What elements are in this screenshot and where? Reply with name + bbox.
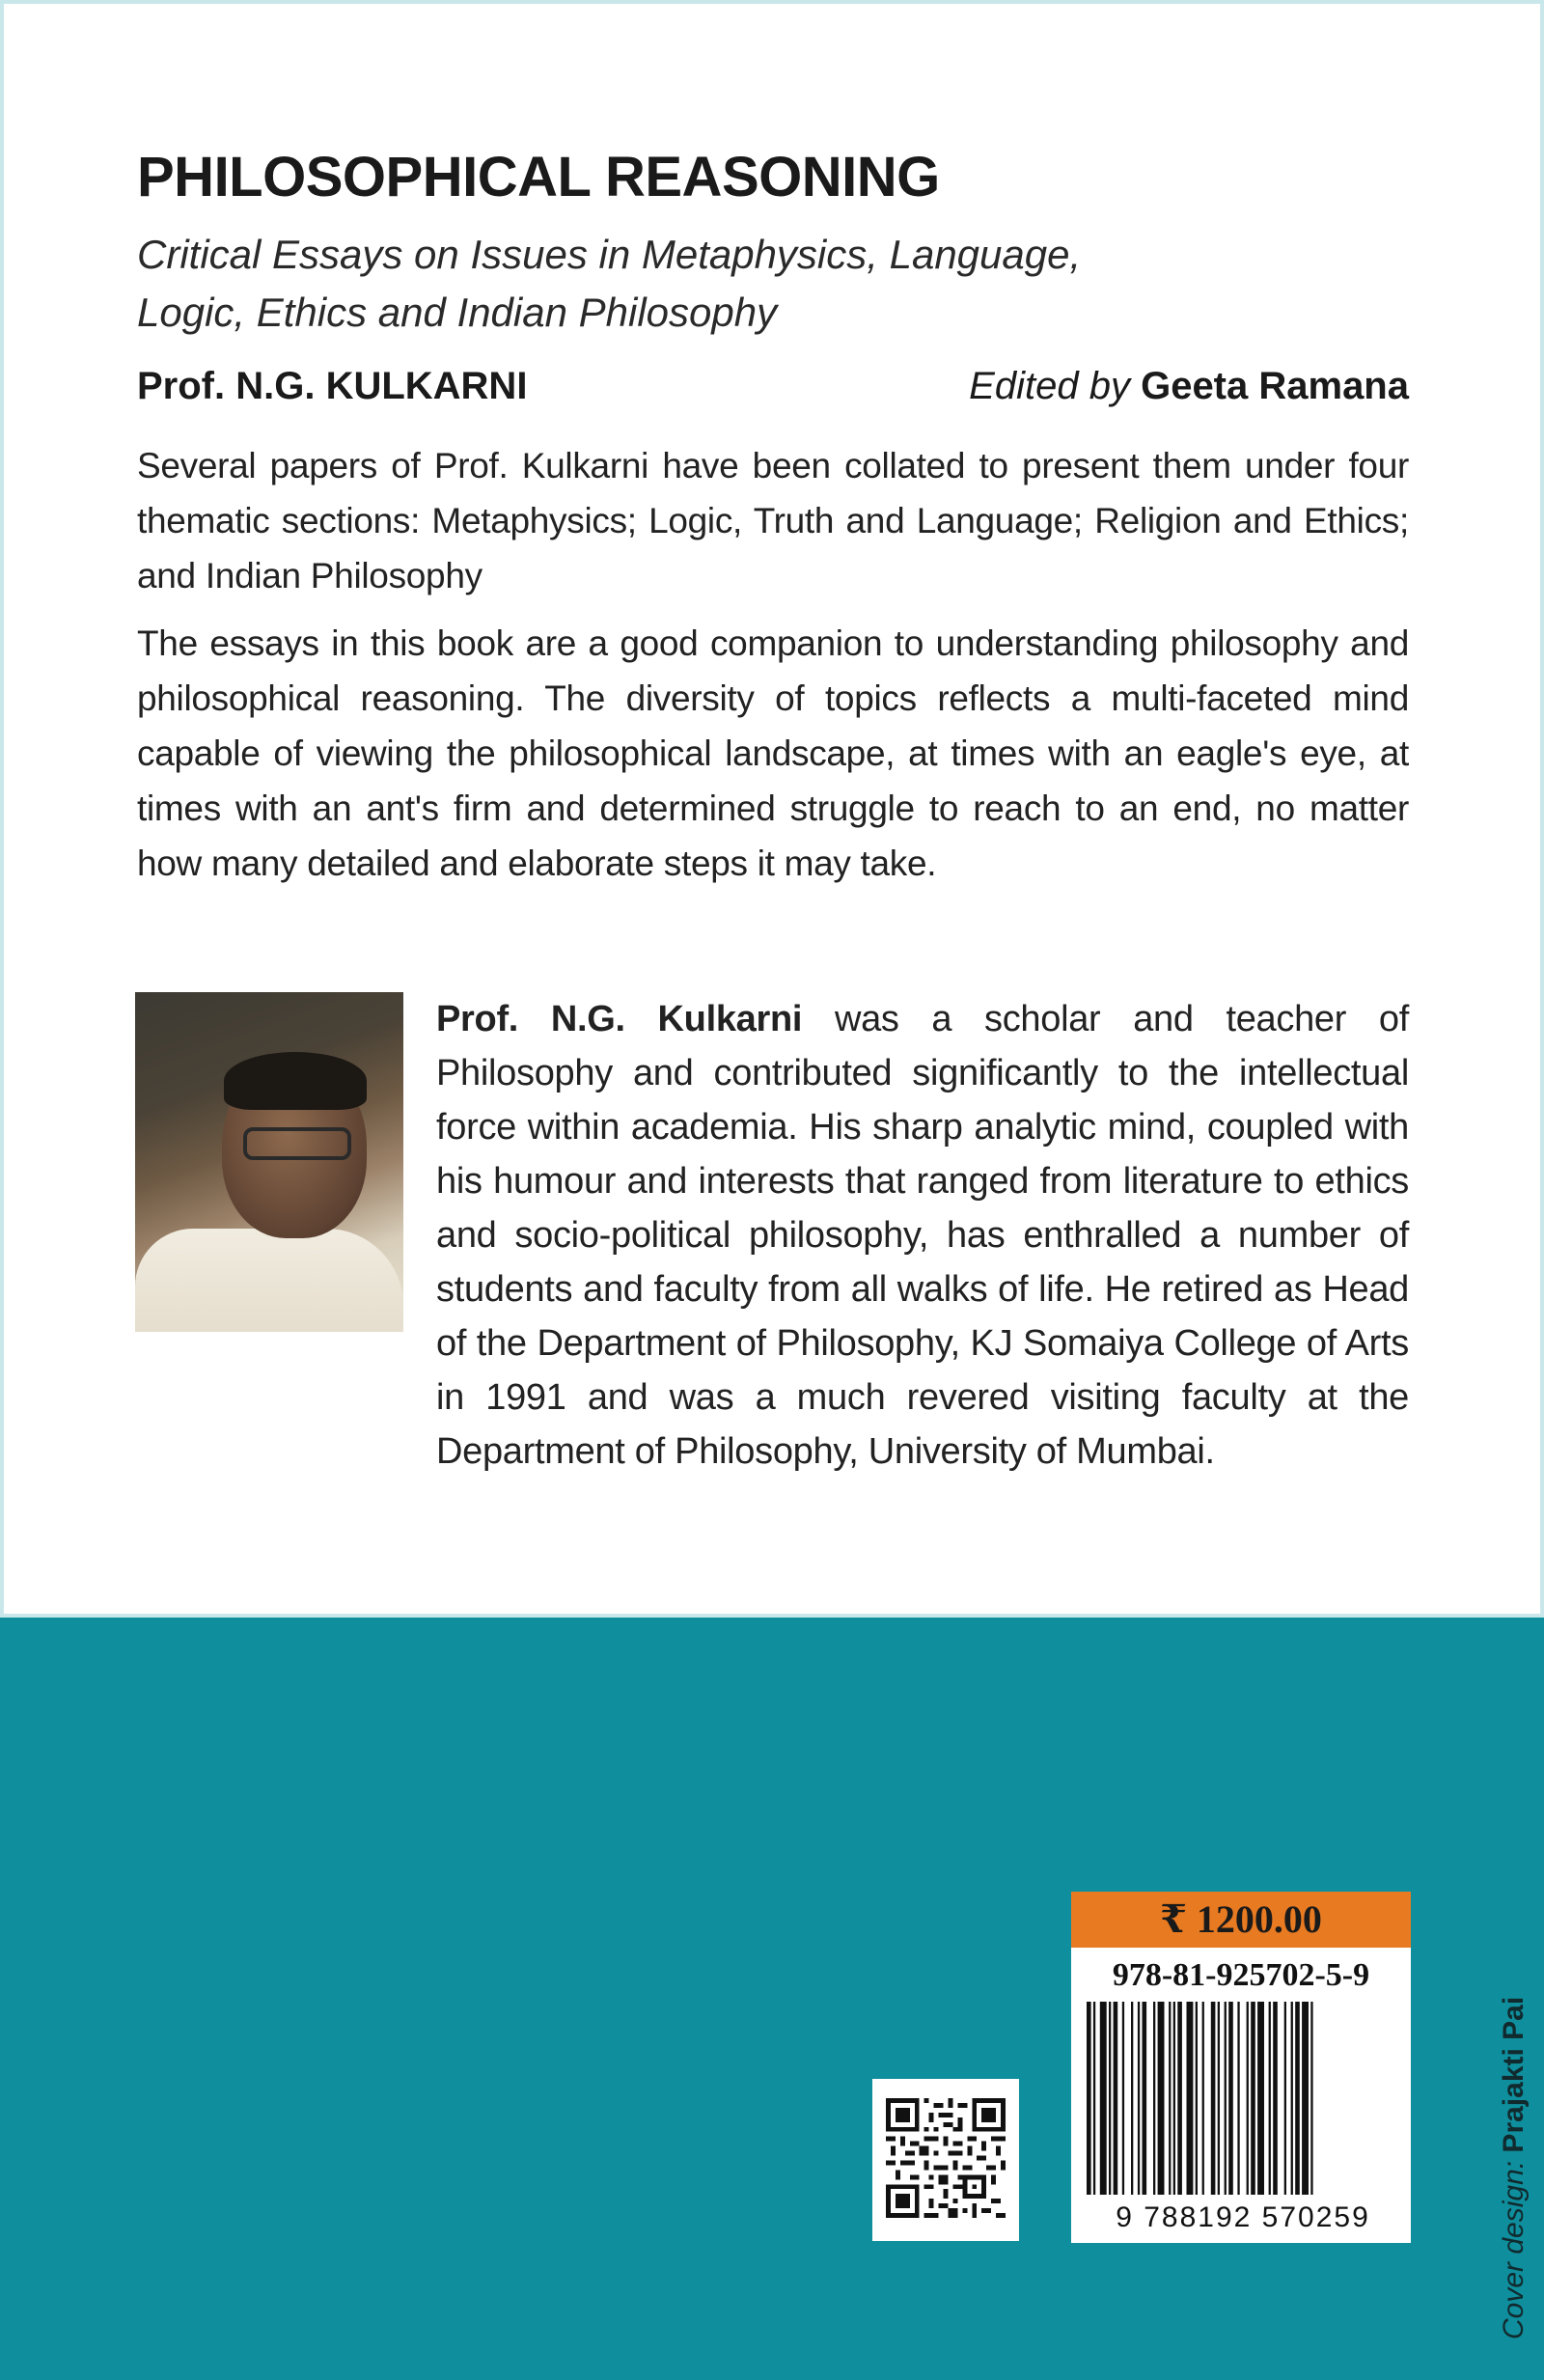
photo-glasses	[243, 1127, 351, 1160]
photo-hair	[224, 1052, 367, 1110]
bio-text: was a scholar and teacher of Philosophy and contributed significantly to the intellectual force within academia. His sharp analytic mind, coupled with his humour and interests that ranged from literature to ethics and socio-political philosophy, has enthralled a number of students and faculty from all walks of life. He retired as Head of the Department of Philosophy, KJ Somaiya College of Arts in 1991 and was a much revered visiting faculty at the Department of Philosophy, University of Mumbai.	[436, 999, 1409, 1472]
price-isbn-panel	[1071, 1892, 1411, 2243]
author-name: Prof. N.G. KULKARNI	[137, 365, 528, 407]
isbn-number: 978-81-925702-5-9	[1112, 1957, 1370, 1993]
blurb-paragraph-1: Several papers of Prof. Kulkarni have been collated to present them under four thematic sections: Metaphysics; Logic, Truth and Language; Religion and Ethics; and Indian Philosophy	[137, 446, 1409, 595]
bio-name: Prof. N.G. Kulkarni	[436, 999, 803, 1039]
editor-credit	[969, 365, 1409, 408]
editor-prefix: Edited by	[969, 365, 1130, 407]
barcode-icon	[1085, 2002, 1397, 2195]
barcode-digits: 9 788192 570259	[1116, 2201, 1370, 2233]
author-photo	[135, 992, 403, 1332]
book-title: PHILOSOPHICAL REASONING	[137, 146, 940, 208]
credit-name: Prajakti Pai	[1498, 1996, 1530, 2153]
qr-code-icon	[886, 2098, 1006, 2218]
photo-shirt	[135, 1229, 403, 1332]
author-bio	[436, 992, 1409, 1479]
cover-design-credit	[1498, 1997, 1530, 2339]
credit-label: Cover design:	[1498, 2152, 1530, 2339]
blurb-paragraph-2: The essays in this book are a good companion to understanding philosophy and philosophical reasoning. The diversity of topics reflects a multi-faceted mind capable of viewing the philosophical landscape, at times with an eagle's eye, at times with an ant's firm and determined struggle to reach to an end, no matter how many detailed and elaborate steps it may take.	[137, 623, 1409, 883]
editor-name: Geeta Ramana	[1141, 365, 1409, 407]
qr-code-panel	[872, 2079, 1019, 2241]
price-tag: ₹ 1200.00	[1071, 1892, 1411, 1948]
book-subtitle: Critical Essays on Issues in Metaphysics, Language, Logic, Ethics and Indian Philosophy	[137, 232, 1082, 335]
